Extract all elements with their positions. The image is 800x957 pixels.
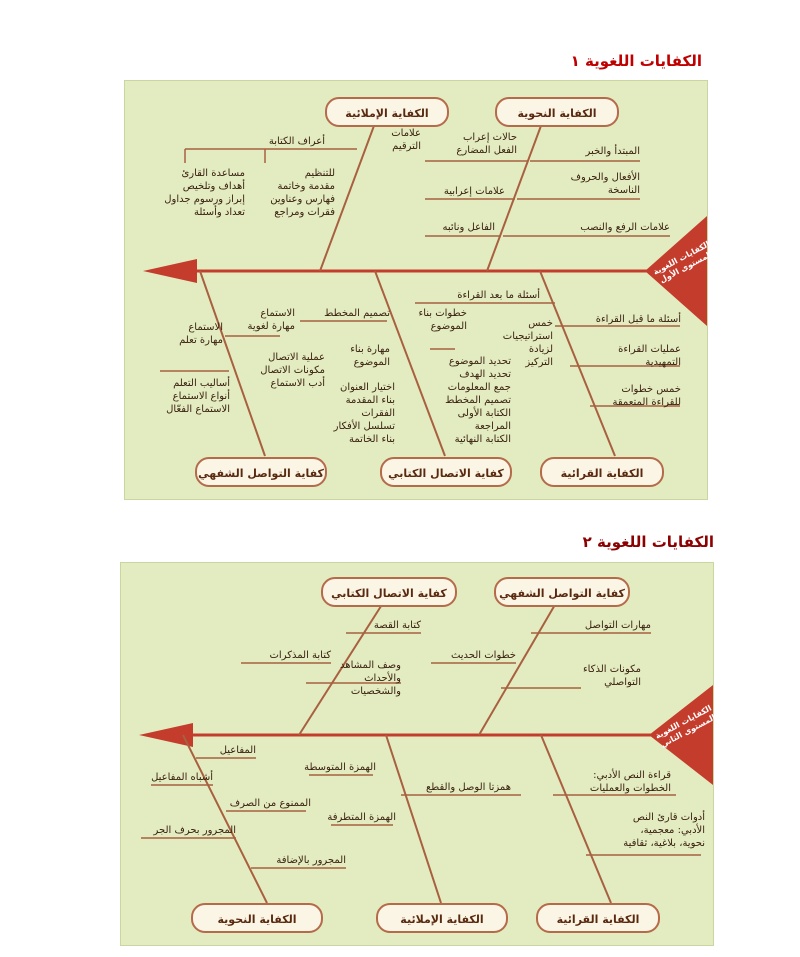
header-grammar-competency: الكفاية النحوية (495, 97, 619, 127)
label-subject: الفاعل ونائبه (442, 222, 495, 233)
label-nominative-accusative: علامات الرفع والنصب (580, 222, 670, 233)
label-focus-strategies: خمس استراتيجيات لزيادة التركيز (502, 318, 553, 368)
label-memoir-writing: كتابة المذكرات (269, 650, 331, 661)
label-composition-elements: اختيار العنوان بناء المقدمة الفقرات تسلسل الأفكار بناء الخاتمة (333, 382, 395, 445)
label-story-writing: كتابة القصة (373, 620, 421, 631)
diagram1-title: الكفايات اللغوية ١ (570, 52, 702, 70)
header-reading-competency-2: الكفاية القرائية (536, 903, 660, 933)
label-topic-building-skill: مهارة بناء الموضوع (350, 344, 390, 368)
header-spelling-competency-2: الكفاية الإملائية (376, 903, 508, 933)
diagram2-head-label: الكفايات اللغوية المستوى الثاني (653, 703, 718, 750)
label-outline-design: تصميم المخطط (324, 308, 390, 319)
header-oral-communication: كفاية التواصل الشفهي (195, 457, 327, 487)
label-communication-skills: مهارات التواصل (584, 620, 651, 631)
label-connecting-hamza: همزتا الوصل والقطع (425, 782, 511, 793)
label-objects: المفاعيل (219, 745, 256, 756)
label-abrogating-verbs: الأفعال والحروف الناسخة (570, 172, 640, 196)
header-written-communication: كفاية الاتصال الكتابي (380, 457, 512, 487)
label-writing-process: تحديد الموضوع تحديد الهدف جمع المعلومات تصميم المخطط الكتابة الأولى المراجعة الكتابة النهائية (445, 356, 511, 445)
label-topic-building-steps: خطوات بناء الموضوع (418, 308, 467, 332)
label-communication-process: عملية الاتصال مكونات الاتصال أدب الاستماع (260, 352, 325, 389)
label-reader-aids: مساعدة القارئ أهداف وتلخيص إبراز ورسوم جداول تعداد وأسئلة (164, 168, 245, 218)
label-medial-hamza: الهمزة المتوسطة (304, 762, 376, 773)
diagram2-title: الكفايات اللغوية ٢ (582, 533, 714, 551)
label-organization: للتنظيم مقدمة وخاتمة فهارس وعناوين فقرات ومراجع (270, 168, 335, 218)
label-writing-conventions: أعراف الكتابة (268, 136, 325, 147)
header-reading-competency: الكفاية القرائية (540, 457, 664, 487)
label-preparatory-reading: عمليات القراءة التمهيدية (618, 344, 681, 368)
label-final-hamza: الهمزة المتطرفة (327, 812, 396, 823)
label-present-verb-cases: حالات إعراب الفعل المضارع (456, 132, 517, 156)
label-annexation-genitive: المجرور بالإضافة (276, 855, 346, 866)
label-literary-reading: قراءة النص الأدبي: الخطوات والعمليات (589, 770, 671, 794)
label-description: وصف المشاهد والأحداث والشخصيات (340, 660, 401, 697)
label-post-reading-questions: أسئلة ما بعد القراءة (457, 290, 540, 301)
label-pre-reading-questions: أسئلة ما قبل القراءة (595, 314, 681, 325)
label-literary-reader-tools: أدوات قارئ النص الأدبي: معجمية، نحوية، بلاغية، ثقافية (623, 812, 705, 849)
label-diptote: الممنوع من الصرف (229, 798, 311, 809)
header-oral-communication-2: كفاية التواصل الشفهي (494, 577, 630, 607)
header-spelling-competency: الكفاية الإملائية (325, 97, 449, 127)
label-listening-learning: الاستماع مهارة تعلم (179, 322, 223, 346)
fishbone-diagram-1 (124, 80, 714, 500)
label-communicative-intelligence: مكونات الذكاء التواصلي (582, 664, 641, 688)
fishbone-diagram-2 (120, 562, 718, 946)
label-subject-predicate: المبتدأ والخبر (585, 146, 640, 157)
label-deep-reading-steps: خمس خطوات للقراءة المتعمقة (612, 384, 681, 408)
header-written-communication-2: كفاية الاتصال الكتابي (321, 577, 457, 607)
label-semi-objects: أشباه المفاعيل (151, 772, 213, 783)
label-learning-styles: أساليب التعلم أنواع الاستماع الاستماع الفعّال (166, 378, 230, 415)
label-prepositional-genitive: المجرور بحرف الجر (153, 825, 236, 836)
label-listening-skill: الاستماع مهارة لغوية (247, 308, 295, 332)
label-inflection-marks: علامات إعرابية (443, 186, 505, 197)
header-grammar-competency-2: الكفاية النحوية (191, 903, 323, 933)
label-punctuation: علامات الترقيم (391, 128, 421, 152)
diagram1-head-label: الكفايات اللغوية المستوى الأول (651, 239, 714, 285)
label-speech-steps: خطوات الحديث (450, 650, 516, 661)
